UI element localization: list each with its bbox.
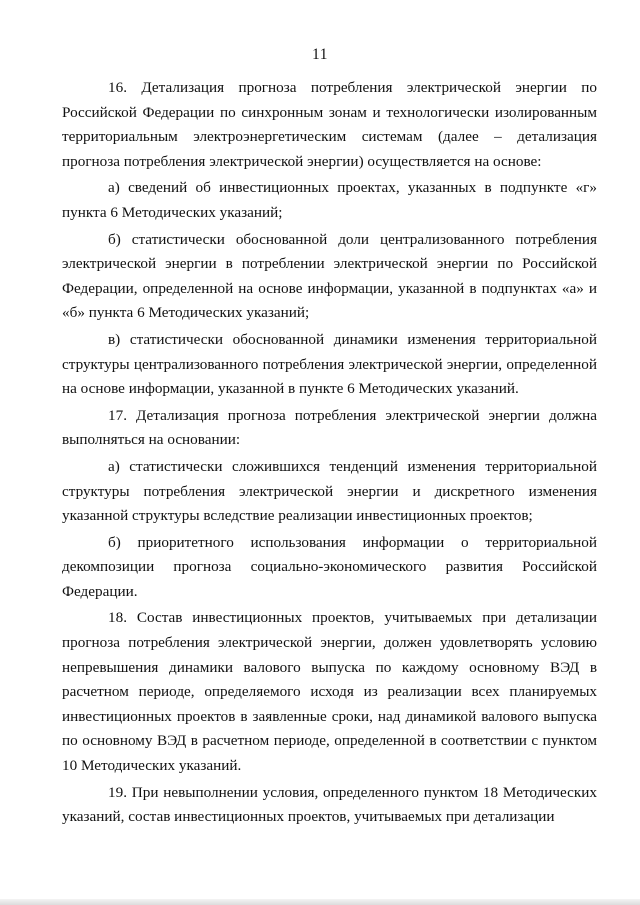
- paragraph-17: 17. Детализация прогноза потребления электрической энергии должна выполняться на основании:: [62, 406, 597, 449]
- paragraph-17-b: б) приоритетного использования информации о территориальной декомпозиции прогноза социально-экономического развития Российской Федерации.: [62, 533, 597, 600]
- paragraph-16-c: в) статистически обоснованной динамики изменения территориальной структуры централизованного потребления электрической энергии, определенной на основе информации, указанной в пункте 6 Методических указаний.: [62, 330, 597, 398]
- page-number: 11: [312, 46, 328, 63]
- paragraph-16: 16. Детализация прогноза потребления электрической энергии по Российской Федерации по синхронным зонам и технологически изолированным территориальным электроэнергетическим системам (далее – детализация прогноза потребления электрической энергии) осуществляется на основе:: [62, 79, 597, 170]
- paragraph-19: 19. При невыполнении условия, определенного пунктом 18 Методических указаний, состав инвестиционных проектов, учитываемых при детализации: [62, 783, 597, 826]
- paragraph-16-a: а) сведений об инвестиционных проектах, указанных в подпункте «г» пункта 6 Методических указаний;: [62, 179, 597, 221]
- paragraph-16-b: б) статистически обоснованной доли централизованного потребления электрической энергии в потреблении электрической энергии по Российской Федерации, определенной на основе информации, указанной в подпунктах «а» и «б» пункта 6 Методических указаний;: [62, 230, 597, 322]
- paragraph-18: 18. Состав инвестиционных проектов, учитываемых при детализации прогноза потребления электрической энергии, должен удовлетворять условию непревышения динамики валового выпуска по каждому основному ВЭД в расчетном периоде, определяемого исходя из реализации всех планируемых инвестиционных проектов в заявленные сроки, над динамикой валового выпуска по основному ВЭД в расчетном периоде, определенной в соответствии с пунктом 10 Методических указаний.: [62, 609, 597, 775]
- page-bottom-edge: [0, 899, 640, 905]
- paragraph-17-a: а) статистически сложившихся тенденций изменения территориальной структуры потребления электрической энергии и дискретного изменения указанной структуры вследствие реализации инвестиционных проектов;: [62, 457, 597, 525]
- document-body: [62, 76, 597, 832]
